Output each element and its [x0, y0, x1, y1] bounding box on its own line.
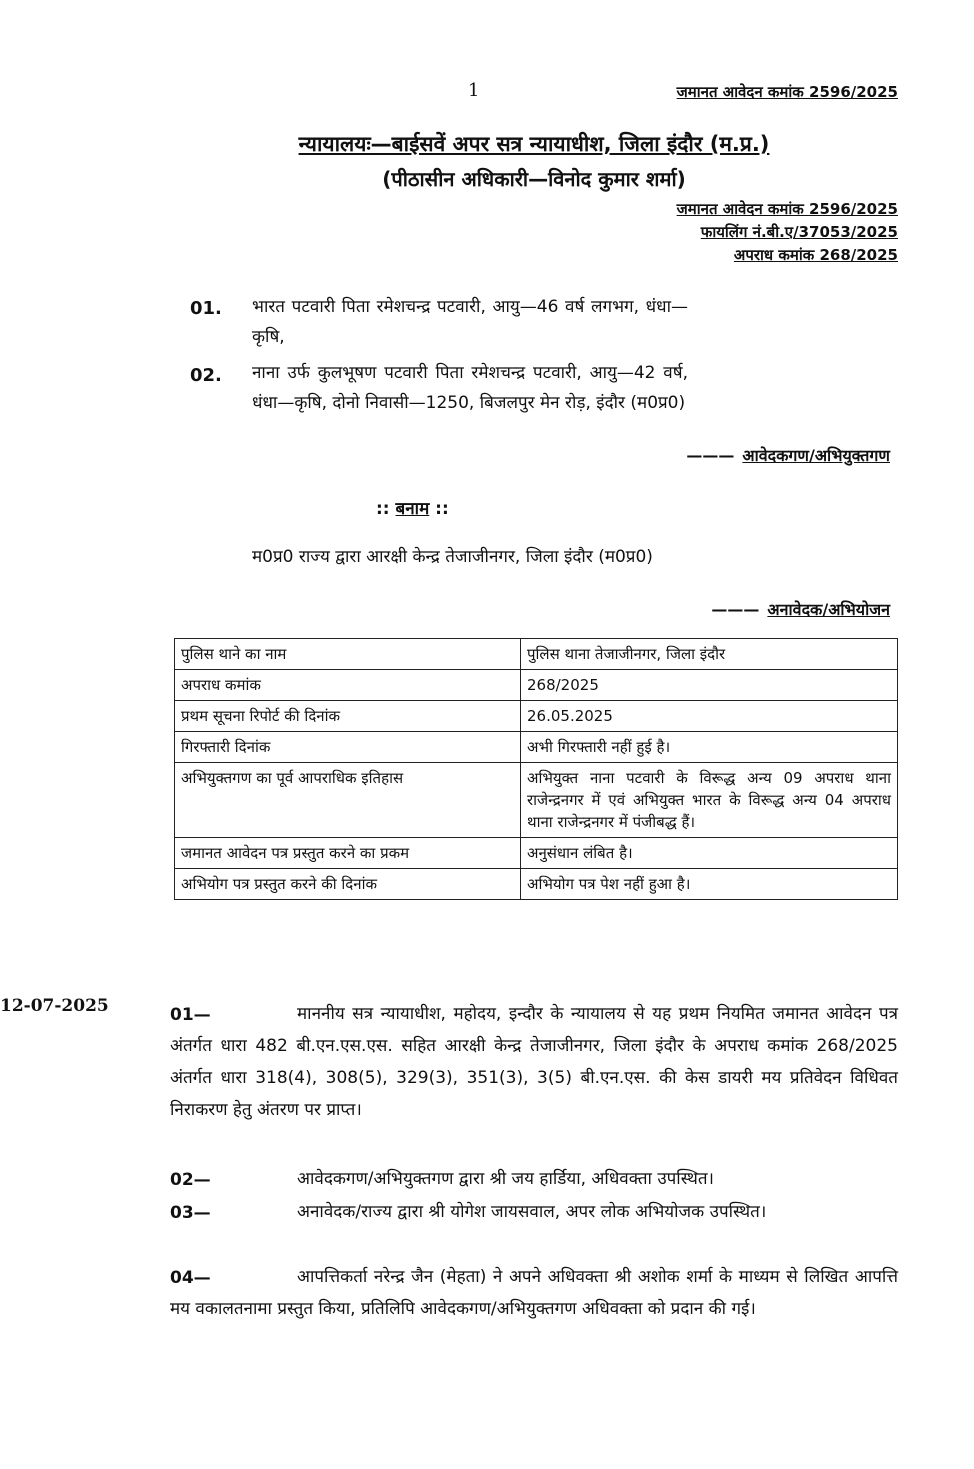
table-row	[175, 763, 898, 838]
table-row	[175, 869, 898, 900]
table-value: 268/2025	[521, 670, 898, 701]
page-number: 1	[468, 80, 480, 101]
paragraph-text: माननीय सत्र न्यायाधीश, महोदय, इन्दौर के न्यायालय से यह प्रथम नियमित जमानत आवेदन पत्र अंतर्गत धारा 482 बी.एन.एस.एस. सहित आरक्षी केन्द्र तेजाजीनगर, जिला इंदौर के अपराध कमांक 268/2025 अंतर्गत धारा 318(4), 308(5), 329(3), 351(3), 3(5) बी.एन.एस. की केस डायरी मय प्रतिवेदन विधिवत निराकरण हेतु अंतरण पर प्राप्त।	[170, 1004, 898, 1120]
table-key: प्रथम सूचना रिपोर्ट की दिनांक	[175, 701, 521, 732]
table-value: अभियुक्त नाना पटवारी के विरूद्ध अन्य 09 अपराध थाना राजेन्द्रनगर में एवं अभियुक्त भारत के विरूद्ध अन्य 04 अपराध थाना राजेन्द्रनगर में पंजीबद्ध हैं।	[521, 763, 898, 838]
respondent-role	[711, 598, 890, 620]
crime-number: अपराध कमांक 268/2025	[733, 246, 898, 264]
table-value: 26.05.2025	[521, 701, 898, 732]
table-row	[175, 838, 898, 869]
applicant-details: भारत पटवारी पिता रमेशचन्द्र पटवारी, आयु—46 वर्ष लगभग, धंधा—कृषि,	[252, 297, 688, 347]
paragraph-text: आवेदकगण/अभियुक्तगण द्वारा श्री जय हार्डिया, अधिवक्ता उपस्थित।	[297, 1169, 714, 1189]
applicant-role	[686, 444, 890, 466]
presiding-officer: (पीठासीन अधिकारी—विनोद कुमार शर्मा)	[382, 167, 686, 191]
paragraph-number: 02—	[170, 1170, 211, 1190]
versus-marker: ::	[376, 499, 390, 519]
table-key: पुलिस थाने का नाम	[175, 639, 521, 670]
versus-word: बनाम	[395, 499, 430, 519]
role-label: आवेदकगण/अभियुक्तगण	[742, 446, 890, 465]
applicant-number: 01.	[190, 298, 222, 319]
order-paragraph	[170, 1163, 898, 1195]
role-dash: ———	[711, 600, 760, 619]
table-row	[175, 639, 898, 670]
table-key: गिरफ्तारी दिनांक	[175, 732, 521, 763]
table-value: अभी गिरफ्तारी नहीं हुई है।	[521, 732, 898, 763]
table-value: अनुसंधान लंबित है।	[521, 838, 898, 869]
table-key: जमानत आवेदन पत्र प्रस्तुत करने का प्रकम	[175, 838, 521, 869]
respondent-details: म0प्र0 राज्य द्वारा आरक्षी केन्द्र तेजाजीनगर, जिला इंदौर (म0प्र0)	[252, 547, 653, 567]
table-row	[175, 701, 898, 732]
versus-heading	[376, 496, 449, 519]
table-row	[175, 670, 898, 701]
paragraph-number: 01—	[170, 1005, 211, 1025]
table-value: पुलिस थाना तेजाजीनगर, जिला इंदौर	[521, 639, 898, 670]
court-title: न्यायालयः—बाईसवें अपर सत्र न्यायाधीश, जिला इंदौर (म.प्र.)	[298, 132, 770, 156]
order-date: 12-07-2025	[0, 996, 109, 1016]
table-key: अभियोग पत्र प्रस्तुत करने की दिनांक	[175, 869, 521, 900]
versus-marker: ::	[435, 499, 449, 519]
table-value: अभियोग पत्र पेश नहीं हुआ है।	[521, 869, 898, 900]
bail-application-number: जमानत आवेदन कमांक 2596/2025	[676, 200, 898, 218]
filing-number: फायलिंग नं.बी.ए/37053/2025	[700, 223, 898, 241]
order-paragraph	[170, 1196, 898, 1228]
paragraph-text: आपत्तिकर्ता नरेन्द्र जैन (मेहता) ने अपने अधिवक्ता श्री अशोक शर्मा के माध्यम से लिखित आपत्ति मय वकालतनामा प्रस्तुत किया, प्रतिलिपि आवेदकगण/अभियुक्तगण अधिवक्ता को प्रदान की गई।	[170, 1267, 898, 1319]
table-key: अपराध कमांक	[175, 670, 521, 701]
table-row	[175, 732, 898, 763]
paragraph-number: 04—	[170, 1268, 211, 1288]
paragraph-number: 03—	[170, 1203, 211, 1223]
order-paragraph	[170, 1261, 898, 1325]
applicant-details: नाना उर्फ कुलभूषण पटवारी पिता रमेशचन्द्र पटवारी, आयु—42 वर्ष, धंधा—कृषि, दोनो निवासी—1250, बिजलपुर मेन रोड़, इंदौर (म0प्र0)	[252, 363, 688, 413]
paragraph-text: अनावेदक/राज्य द्वारा श्री योगेश जायसवाल, अपर लोक अभियोजक उपस्थित।	[297, 1202, 767, 1222]
case-info-table	[174, 638, 898, 900]
role-label: अनावेदक/अभियोजन	[767, 600, 890, 619]
table-key: अभियुक्तगण का पूर्व आपराधिक इतिहास	[175, 763, 521, 838]
role-dash: ———	[686, 446, 735, 465]
applicant-number: 02.	[190, 365, 222, 386]
top-reference: जमानत आवेदन कमांक 2596/2025	[676, 83, 898, 101]
order-paragraph	[170, 998, 898, 1126]
